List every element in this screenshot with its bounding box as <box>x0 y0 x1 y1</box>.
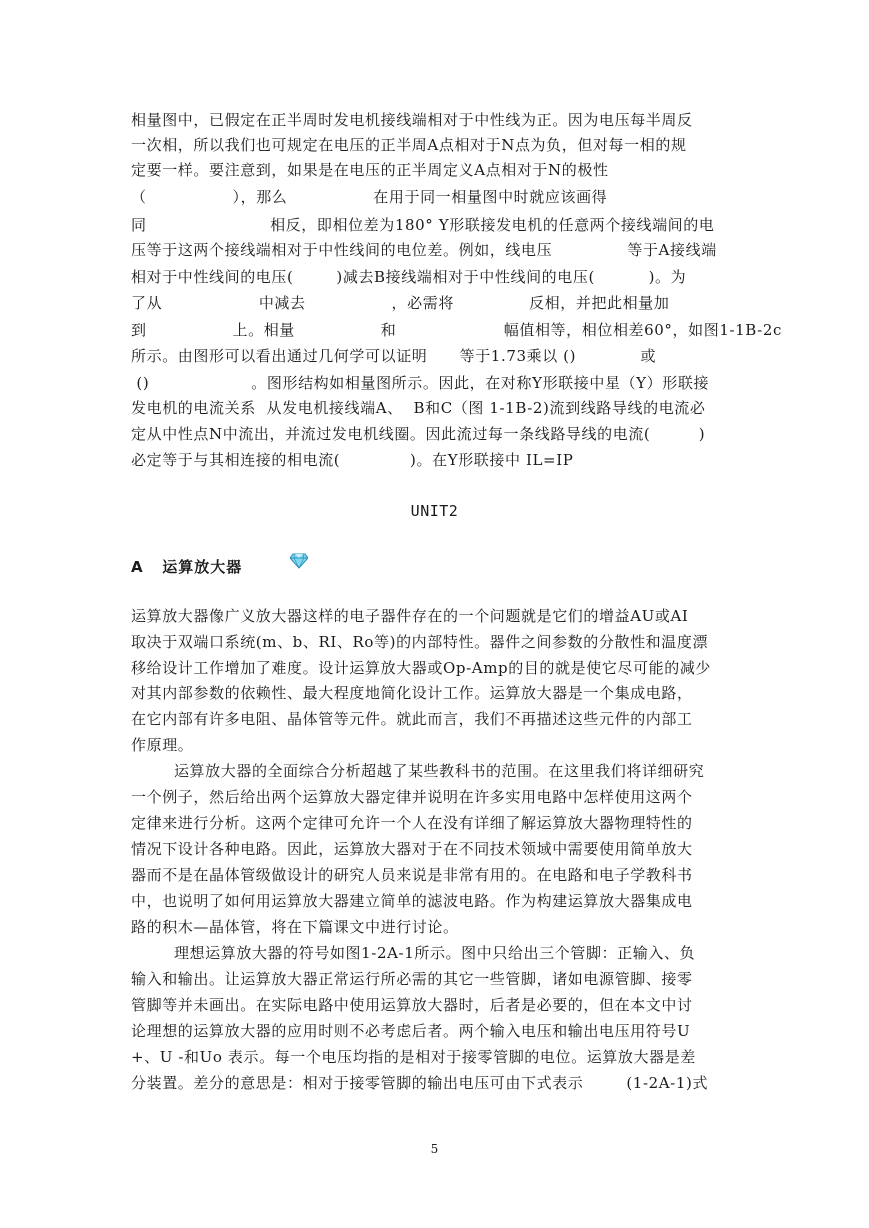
text-line: （ ），那么 在用于同一相量图中时就应该画得 <box>131 188 608 206</box>
text-line: 对其内部参数的依赖性、最大程度地简化设计工作。运算放大器是一个集成电路， <box>131 684 693 702</box>
text-line: 分装置。差分的意思是：相对于接零管脚的输出电压可由下式表示 (1-2A-1)式 <box>131 1074 709 1092</box>
text-line: 定要一样。要注意到，如果是在电压的正半周定义A点相对于N的极性 <box>131 161 609 179</box>
text-line: () 。图形结构如相量图所示。因此，在对称Y形联接中星（Y）形联接 <box>131 374 710 392</box>
text-line: 一次相，所以我们也可规定在电压的正半周A点相对于N点为负，但对每一相的规 <box>131 136 687 154</box>
text-line: 相量图中，已假定在正半周时发电机接线端相对于中性线为正。因为电压每半周反 <box>131 111 693 129</box>
text-line: 论理想的运算放大器的应用时则不必考虑后者。两个输入电压和输出电压用符号U <box>131 1022 691 1040</box>
text-line: 一个例子，然后给出两个运算放大器定律并说明在许多实用电路中怎样使用这两个 <box>131 788 693 806</box>
text-line: 发电机的电流关系 从发电机接线端A、 B和C（图 1-1B-2)流到线路导线的电流必 <box>131 399 706 417</box>
text-line: 运算放大器像广义放大器这样的电子器件存在的一个问题就是它们的增益AU或AI <box>131 607 689 625</box>
text-line: 在它内部有许多电阻、晶体管等元件。就此而言，我们不再描述这些元件的内部工 <box>131 710 693 728</box>
text-line: +、U -和Uo 表示。每一个电压均指的是相对于接零管脚的电位。运算放大器是差 <box>131 1048 696 1066</box>
text-line: 移给设计工作增加了难度。设计运算放大器或Op-Amp的目的就是使它尽可能的减少 <box>131 659 712 677</box>
text-line: 输入和输出。让运算放大器正常运行所必需的其它一些管脚，诸如电源管脚、接零 <box>131 970 693 988</box>
text-line: 相对于中性线间的电压( )减去B接线端相对于中性线间的电压( )。为 <box>131 268 687 286</box>
unit-title: UNIT2 <box>410 502 459 520</box>
text-line: 作原理。 <box>131 736 194 754</box>
text-line: 器而不是在晶体管级做设计的研究人员来说是非常有用的。在电路和电子学教科书 <box>131 866 693 884</box>
text-line: 管脚等并未画出。在实际电路中使用运算放大器时，后者是必要的，但在本文中讨 <box>131 996 693 1014</box>
text-line: 必定等于与其相连接的相电流( )。在Y形联接中 IL=IP <box>131 451 574 469</box>
text-line: 所示。由图形可以看出通过几何学可以证明 等于1.73乘以 () 或 <box>131 347 657 365</box>
text-line: 到 上。相量 和 幅值相等，相位相差60°，如图1-1B-2c <box>131 321 782 339</box>
text-line: 路的积木—晶体管，将在下篇课文中进行讨论。 <box>131 918 459 936</box>
text-line: 了从 中减去 ，必需将 反相，并把此相量加 <box>131 294 670 312</box>
section-heading: A 运算放大器 <box>131 558 243 576</box>
text-line: 运算放大器的全面综合分析超越了某些教科书的范围。在这里我们将详细研究 <box>131 762 705 780</box>
text-line: 中，也说明了如何用运算放大器建立简单的滤波电路。作为构建运算放大器集成电 <box>131 892 693 910</box>
text-line: 取决于双端口系统(m、b、RI、Ro等)的内部特性。器件之间参数的分散性和温度漂 <box>131 633 709 651</box>
text-line: 同 相反，即相位差为180° Y形联接发电机的任意两个接线端间的电 <box>131 216 715 234</box>
text-line: 定从中性点N中流出，并流过发电机线圈。因此流过每一条线路导线的电流( ) <box>131 425 706 443</box>
text-line: 定律来进行分析。这两个定律可允许一个人在没有详细了解运算放大器物理特性的 <box>131 814 693 832</box>
text-line: 压等于这两个接线端相对于中性线间的电位差。例如，线电压 等于A接线端 <box>131 241 717 259</box>
text-line: 理想运算放大器的符号如图1-2A-1所示。图中只给出三个管脚：正输入、负 <box>131 944 696 962</box>
text-line: 情况下设计各种电路。因此，运算放大器对于在不同技术领域中需要使用简单放大 <box>131 840 693 858</box>
diamond-icon <box>290 553 308 569</box>
page-number: 5 <box>430 1142 439 1156</box>
